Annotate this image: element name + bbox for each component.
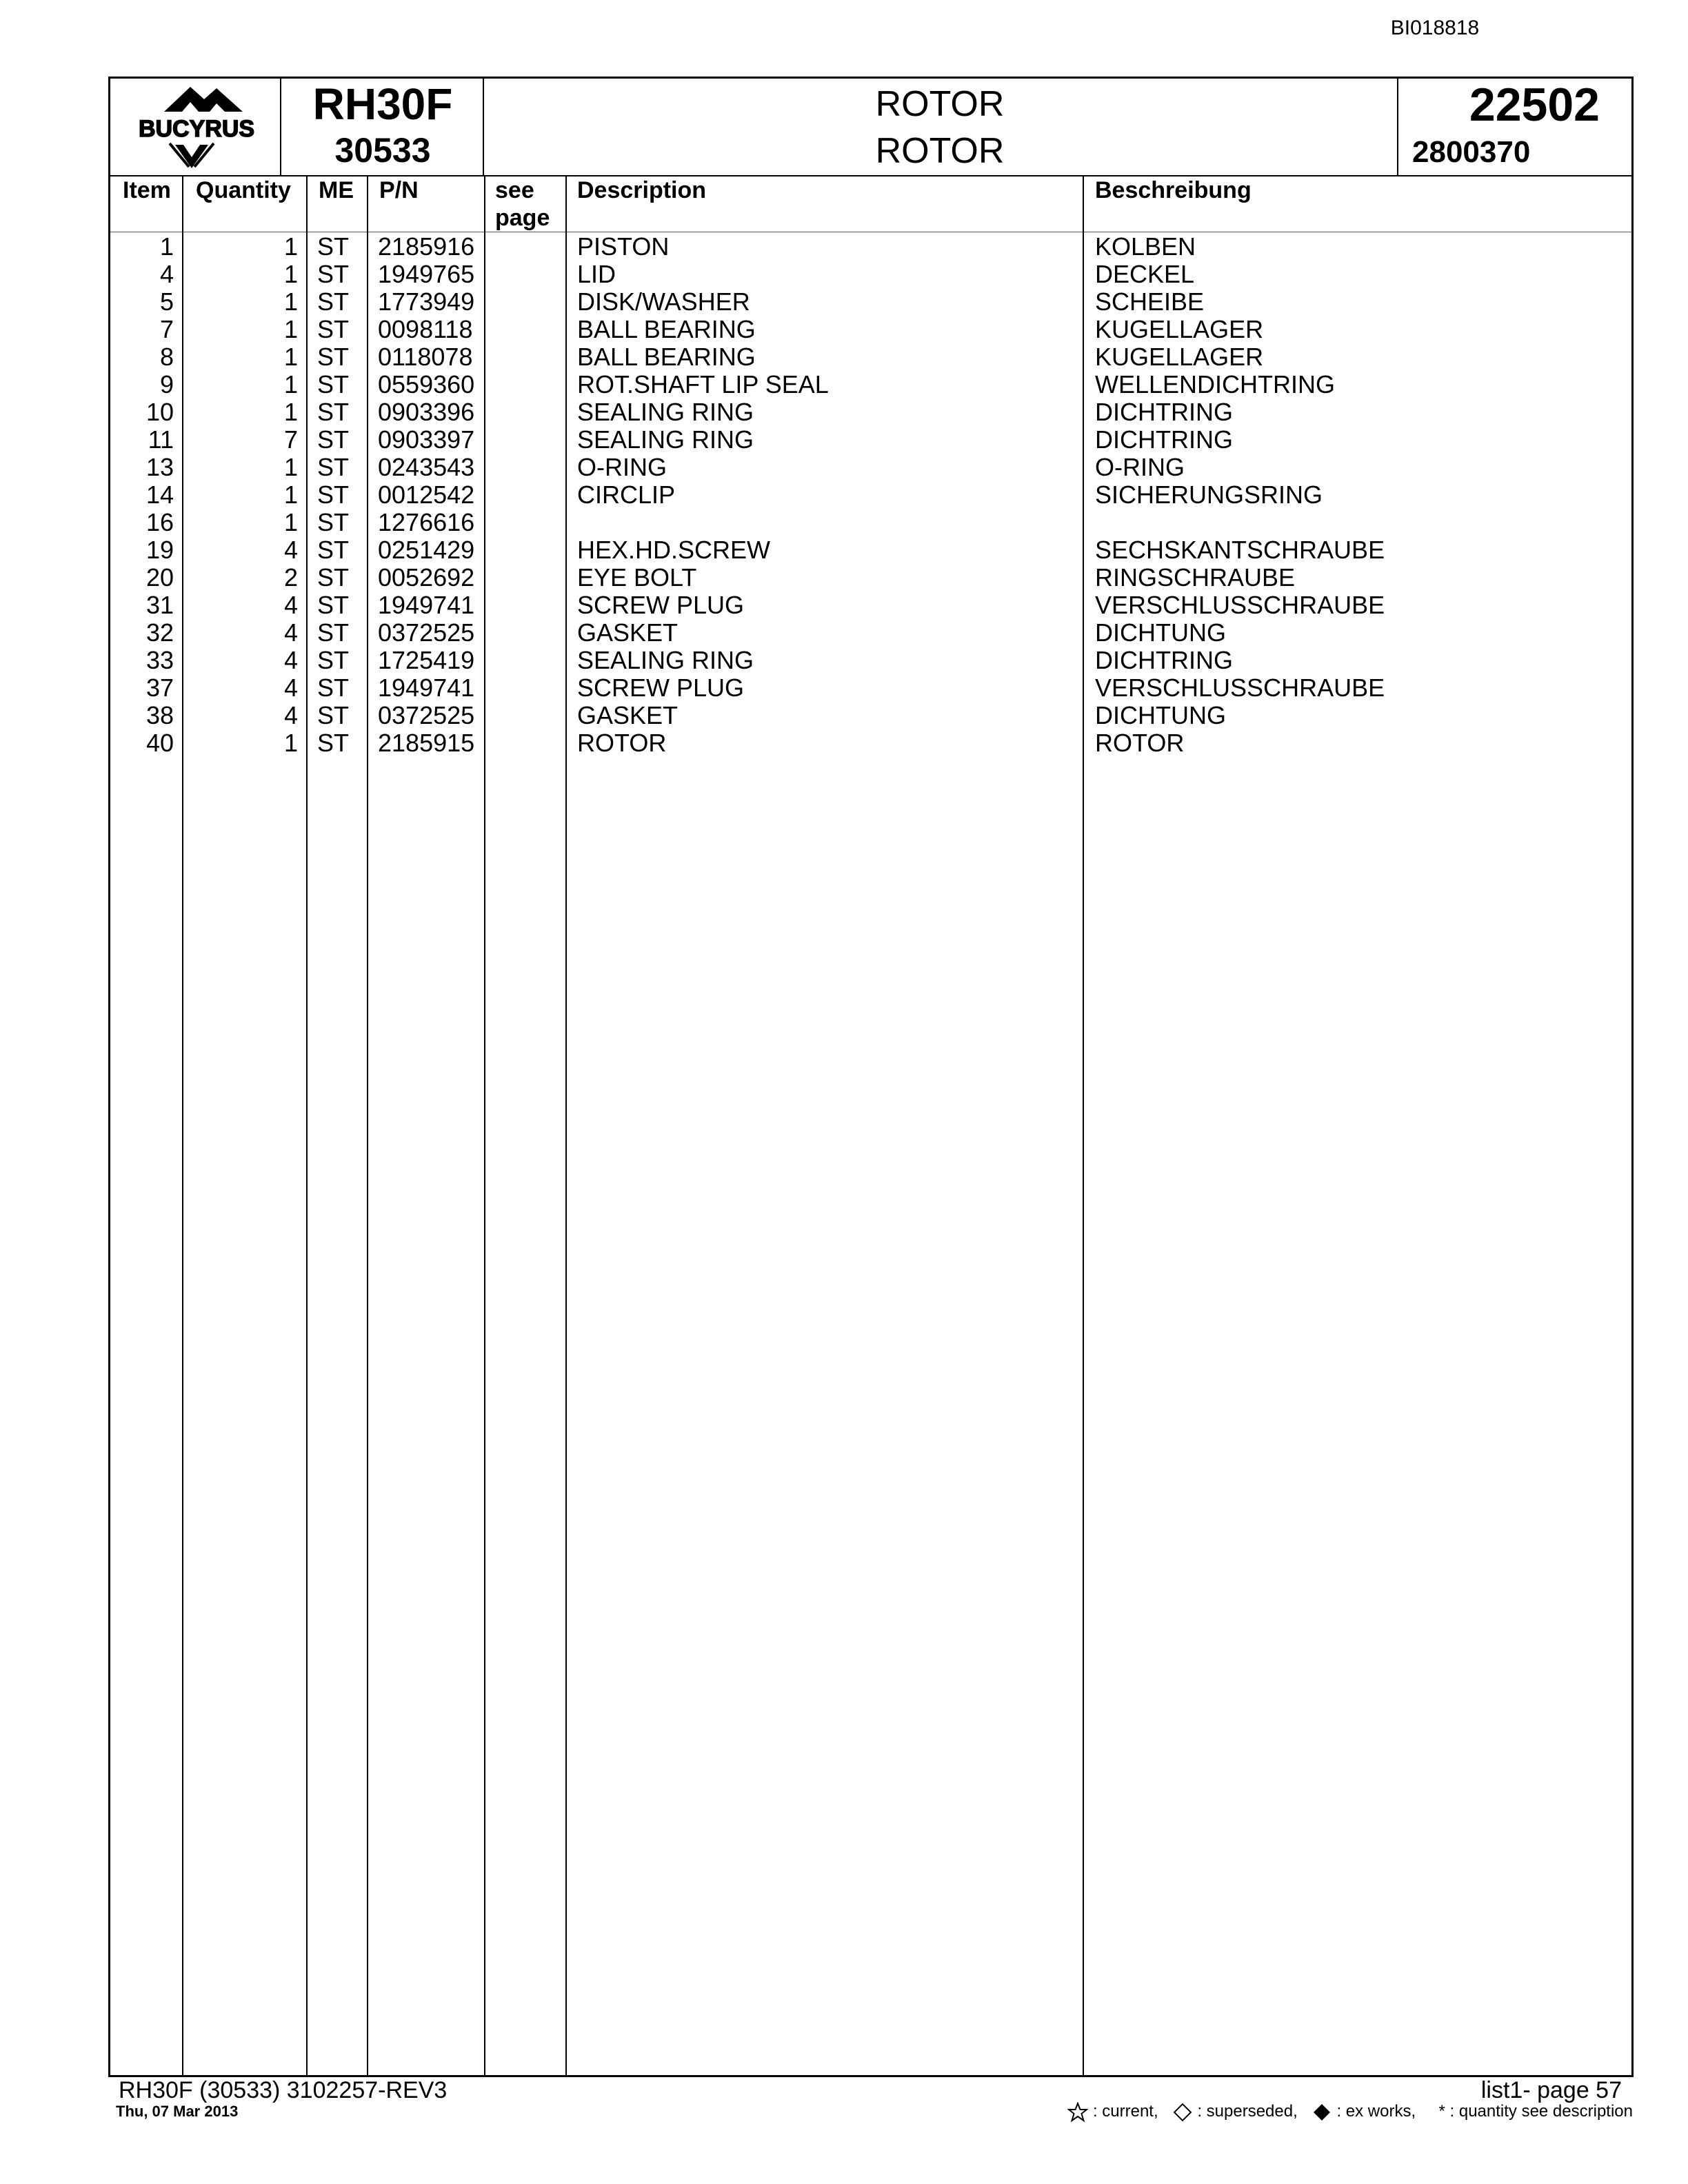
parts-list-frame bbox=[108, 77, 1634, 2077]
footer-legend bbox=[1067, 2101, 1633, 2123]
part-beschreibung: DECKEL bbox=[1095, 260, 1195, 288]
part-description: O-RING bbox=[577, 453, 667, 481]
legend-ex-works: : ex works, bbox=[1336, 2102, 1416, 2121]
part-description: EYE BOLT bbox=[577, 563, 697, 592]
column-header-quantity: Quantity bbox=[196, 177, 291, 203]
part-quantity: 4 bbox=[283, 618, 298, 647]
part-beschreibung: RINGSCHRAUBE bbox=[1095, 563, 1296, 592]
part-beschreibung: DICHTRING bbox=[1095, 398, 1233, 426]
part-item-number: 38 bbox=[145, 701, 174, 729]
table-row bbox=[110, 564, 1627, 592]
part-description: SEALING RING bbox=[577, 398, 754, 426]
table-row bbox=[110, 509, 1627, 536]
part-beschreibung: KUGELLAGER bbox=[1095, 343, 1264, 371]
part-unit: ST bbox=[317, 674, 350, 702]
part-item-number: 40 bbox=[145, 729, 174, 757]
part-number: 1949741 bbox=[378, 674, 475, 702]
group-sub-number: 2800370 bbox=[1412, 135, 1531, 169]
part-unit: ST bbox=[317, 646, 350, 674]
part-description: GASKET bbox=[577, 618, 679, 647]
part-quantity: 4 bbox=[283, 591, 298, 619]
group-number: 22502 bbox=[1469, 79, 1600, 131]
part-quantity: 4 bbox=[283, 646, 298, 674]
part-beschreibung: DICHTRING bbox=[1095, 646, 1233, 674]
part-description: DISK/WASHER bbox=[577, 287, 750, 316]
table-row bbox=[110, 674, 1627, 702]
part-item-number: 20 bbox=[145, 563, 174, 592]
part-beschreibung: VERSCHLUSSCHRAUBE bbox=[1095, 591, 1385, 619]
part-quantity: 1 bbox=[283, 398, 298, 426]
part-quantity: 4 bbox=[283, 536, 298, 564]
part-unit: ST bbox=[317, 591, 350, 619]
part-unit: ST bbox=[317, 618, 350, 647]
legend-superseded: : superseded, bbox=[1197, 2102, 1298, 2121]
part-beschreibung: ROTOR bbox=[1095, 729, 1185, 757]
table-row bbox=[110, 288, 1627, 316]
part-unit: ST bbox=[317, 536, 350, 564]
column-header-item: Item bbox=[123, 177, 171, 203]
table-row bbox=[110, 454, 1627, 481]
footer-date: Thu, 07 Mar 2013 bbox=[116, 2103, 239, 2120]
svg-text:BUCYRUS: BUCYRUS bbox=[138, 116, 255, 142]
part-item-number: 8 bbox=[159, 343, 174, 371]
part-quantity: 1 bbox=[283, 453, 298, 481]
part-unit: ST bbox=[317, 563, 350, 592]
part-item-number: 4 bbox=[159, 260, 174, 288]
part-unit: ST bbox=[317, 343, 350, 371]
part-unit: ST bbox=[317, 481, 350, 509]
part-description: BALL BEARING bbox=[577, 343, 756, 371]
table-row bbox=[110, 729, 1627, 757]
table-row bbox=[110, 702, 1627, 729]
part-description: ROT.SHAFT LIP SEAL bbox=[577, 370, 829, 398]
part-number: 2185916 bbox=[378, 232, 475, 261]
footer-document-ref: RH30F (30533) 3102257-REV3 bbox=[119, 2077, 448, 2103]
part-unit: ST bbox=[317, 260, 350, 288]
title-german: ROTOR bbox=[875, 131, 1005, 171]
part-number: 1276616 bbox=[378, 508, 475, 536]
table-row bbox=[110, 398, 1627, 426]
part-quantity: 1 bbox=[283, 260, 298, 288]
document-id: BI018818 bbox=[1390, 17, 1480, 39]
part-item-number: 16 bbox=[145, 508, 174, 536]
part-unit: ST bbox=[317, 701, 350, 729]
part-unit: ST bbox=[317, 287, 350, 316]
part-quantity: 1 bbox=[283, 370, 298, 398]
part-item-number: 5 bbox=[159, 287, 174, 316]
column-header-page: page bbox=[495, 205, 550, 231]
part-number: 0559360 bbox=[378, 370, 475, 398]
column-header-pn: P/N bbox=[379, 177, 419, 203]
part-beschreibung: KUGELLAGER bbox=[1095, 315, 1264, 343]
column-header-description: Description bbox=[577, 177, 707, 203]
bucyrus-logo bbox=[116, 81, 278, 172]
part-item-number: 9 bbox=[159, 370, 174, 398]
part-number: 0372525 bbox=[378, 701, 475, 729]
part-unit: ST bbox=[317, 370, 350, 398]
part-description: LID bbox=[577, 260, 616, 288]
part-description: ROTOR bbox=[577, 729, 667, 757]
part-beschreibung: DICHTUNG bbox=[1095, 701, 1226, 729]
part-beschreibung: VERSCHLUSSCHRAUBE bbox=[1095, 674, 1385, 702]
part-item-number: 37 bbox=[145, 674, 174, 702]
title-english: ROTOR bbox=[875, 84, 1005, 124]
diamond-outline-icon bbox=[1172, 2102, 1193, 2123]
table-row bbox=[110, 481, 1627, 509]
part-item-number: 33 bbox=[145, 646, 174, 674]
diamond-filled-icon bbox=[1312, 2102, 1332, 2123]
model-name: RH30F bbox=[312, 79, 453, 129]
part-number: 1725419 bbox=[378, 646, 475, 674]
part-quantity: 1 bbox=[283, 729, 298, 757]
part-quantity: 1 bbox=[283, 481, 298, 509]
part-beschreibung: SCHEIBE bbox=[1095, 287, 1205, 316]
part-unit: ST bbox=[317, 232, 350, 261]
part-description: SCREW PLUG bbox=[577, 674, 745, 702]
column-header-beschreibung: Beschreibung bbox=[1095, 177, 1252, 203]
part-unit: ST bbox=[317, 425, 350, 454]
column-header-see-page bbox=[495, 176, 550, 232]
part-number: 1949741 bbox=[378, 591, 475, 619]
part-quantity: 1 bbox=[283, 232, 298, 261]
table-row bbox=[110, 536, 1627, 564]
part-number: 0903397 bbox=[378, 425, 475, 454]
part-description: BALL BEARING bbox=[577, 315, 756, 343]
part-item-number: 19 bbox=[145, 536, 174, 564]
part-quantity: 1 bbox=[283, 315, 298, 343]
part-unit: ST bbox=[317, 398, 350, 426]
table-row bbox=[110, 261, 1627, 288]
part-beschreibung: SECHSKANTSCHRAUBE bbox=[1095, 536, 1385, 564]
part-number: 1949765 bbox=[378, 260, 475, 288]
header-divider bbox=[483, 79, 484, 175]
star-outline-icon bbox=[1067, 2102, 1088, 2123]
part-quantity: 7 bbox=[283, 425, 298, 454]
part-quantity: 4 bbox=[283, 674, 298, 702]
part-beschreibung: O-RING bbox=[1095, 453, 1185, 481]
part-item-number: 11 bbox=[148, 425, 174, 454]
part-item-number: 7 bbox=[159, 315, 174, 343]
table-row bbox=[110, 233, 1627, 261]
part-quantity: 1 bbox=[283, 287, 298, 316]
part-number: 0251429 bbox=[378, 536, 475, 564]
column-header-see: see bbox=[495, 177, 534, 203]
part-item-number: 13 bbox=[145, 453, 174, 481]
part-item-number: 10 bbox=[145, 398, 174, 426]
part-item-number: 31 bbox=[145, 591, 174, 619]
table-row bbox=[110, 343, 1627, 371]
part-number: 0012542 bbox=[378, 481, 475, 509]
part-beschreibung: SICHERUNGSRING bbox=[1095, 481, 1323, 509]
part-quantity: 1 bbox=[283, 343, 298, 371]
column-header-me: ME bbox=[319, 177, 354, 203]
model-number: 30533 bbox=[334, 131, 431, 170]
part-beschreibung: KOLBEN bbox=[1095, 232, 1196, 261]
part-item-number: 32 bbox=[145, 618, 174, 647]
part-unit: ST bbox=[317, 315, 350, 343]
legend-current: : current, bbox=[1092, 2102, 1158, 2121]
table-row bbox=[110, 316, 1627, 343]
part-quantity: 4 bbox=[283, 701, 298, 729]
footer-page-number: list1- page 57 bbox=[1480, 2077, 1622, 2103]
part-description: SEALING RING bbox=[577, 646, 754, 674]
part-number: 2185915 bbox=[378, 729, 475, 757]
part-description: GASKET bbox=[577, 701, 679, 729]
part-description: PISTON bbox=[577, 232, 670, 261]
part-description: SEALING RING bbox=[577, 425, 754, 454]
part-beschreibung: WELLENDICHTRING bbox=[1095, 370, 1336, 398]
part-unit: ST bbox=[317, 508, 350, 536]
table-row bbox=[110, 619, 1627, 647]
legend-quantity: * : quantity see description bbox=[1438, 2102, 1633, 2121]
part-unit: ST bbox=[317, 453, 350, 481]
part-beschreibung: DICHTRING bbox=[1095, 425, 1233, 454]
part-item-number: 14 bbox=[145, 481, 174, 509]
part-description: CIRCLIP bbox=[577, 481, 676, 509]
table-row bbox=[110, 371, 1627, 398]
header-divider bbox=[1397, 79, 1398, 175]
part-item-number: 1 bbox=[159, 232, 174, 261]
table-row bbox=[110, 647, 1627, 674]
table-row bbox=[110, 426, 1627, 454]
header-divider bbox=[280, 79, 281, 175]
part-number: 1773949 bbox=[378, 287, 475, 316]
part-number: 0903396 bbox=[378, 398, 475, 426]
part-beschreibung: DICHTUNG bbox=[1095, 618, 1226, 647]
part-description: HEX.HD.SCREW bbox=[577, 536, 771, 564]
part-quantity: 1 bbox=[283, 508, 298, 536]
table-row bbox=[110, 592, 1627, 619]
part-number: 0243543 bbox=[378, 453, 475, 481]
part-number: 0372525 bbox=[378, 618, 475, 647]
part-description: SCREW PLUG bbox=[577, 591, 745, 619]
part-quantity: 2 bbox=[283, 563, 298, 592]
part-unit: ST bbox=[317, 729, 350, 757]
part-number: 0118078 bbox=[378, 343, 473, 371]
part-number: 0052692 bbox=[378, 563, 475, 592]
part-number: 0098118 bbox=[378, 315, 473, 343]
